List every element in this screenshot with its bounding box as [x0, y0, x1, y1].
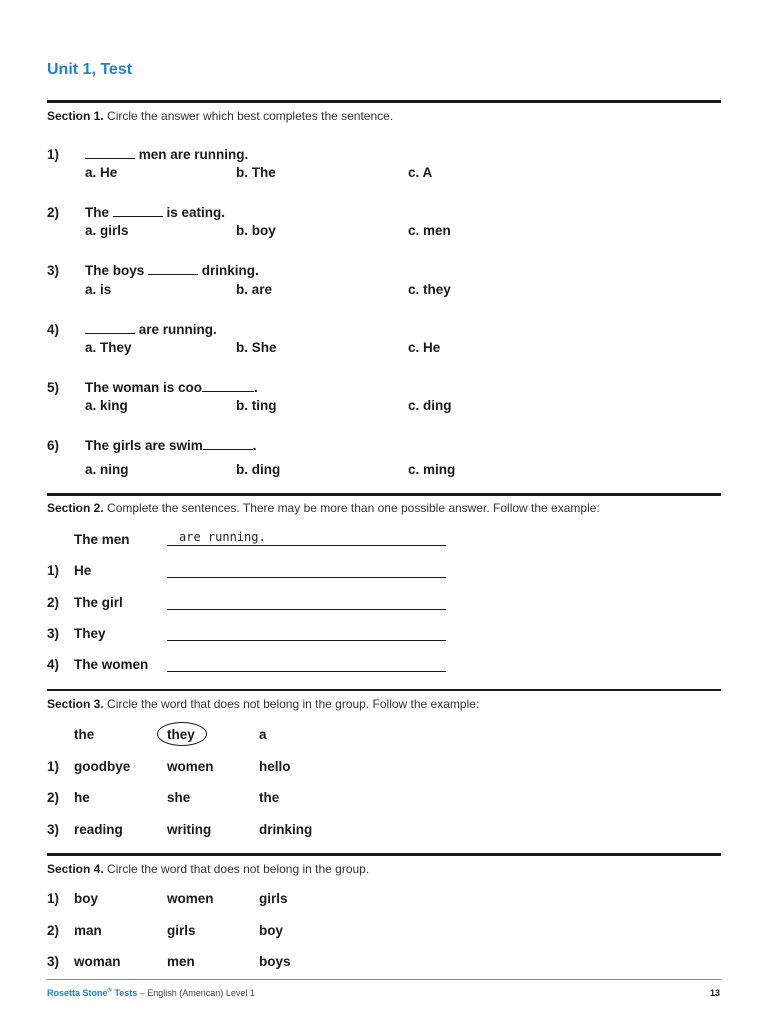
- question-stem: The woman is coo .: [85, 380, 258, 395]
- word-option[interactable]: writing: [167, 822, 212, 837]
- question-stem: The boys drinking.: [85, 263, 259, 278]
- section-instruction: Circle the answer which best completes the sentence.: [103, 109, 394, 123]
- question-stem: The is eating.: [85, 205, 226, 220]
- answer-line[interactable]: [167, 609, 446, 610]
- item-number: 3): [47, 626, 60, 641]
- word-option[interactable]: drinking: [259, 822, 313, 837]
- option-c[interactable]: c. ming: [408, 462, 456, 477]
- answer-circle: [157, 722, 207, 746]
- footer-registered-mark: ®: [107, 988, 112, 994]
- item-number: 2): [47, 923, 60, 938]
- option-b[interactable]: b. The: [236, 165, 276, 180]
- section-instruction: Circle the word that does not belong in the group.: [103, 862, 370, 876]
- section-3-heading: [47, 697, 479, 711]
- option-a[interactable]: a. is: [85, 282, 112, 297]
- section-label: Section 1.: [47, 109, 104, 123]
- option-a[interactable]: a. They: [85, 340, 132, 355]
- item-subject: They: [74, 626, 106, 641]
- answer-blank[interactable]: [202, 380, 254, 392]
- answer-blank[interactable]: [85, 147, 135, 159]
- option-b[interactable]: b. ting: [236, 398, 277, 413]
- divider: [47, 100, 721, 103]
- option-b[interactable]: b. ding: [236, 462, 281, 477]
- option-a[interactable]: a. girls: [85, 223, 129, 238]
- option-b[interactable]: b. boy: [236, 223, 276, 238]
- word-option[interactable]: women: [167, 891, 214, 906]
- footer-brand-tail: Tests: [111, 988, 138, 998]
- item-number: 2): [47, 790, 60, 805]
- divider: [47, 689, 721, 691]
- item-subject: He: [74, 563, 92, 578]
- question-number: 1): [47, 147, 60, 162]
- section-4-heading: [47, 862, 369, 876]
- item-subject: The girl: [74, 595, 123, 610]
- item-subject: The women: [74, 657, 149, 672]
- question-stem: are running.: [85, 322, 217, 337]
- example-word: a: [259, 727, 267, 742]
- example-subject: The men: [74, 532, 130, 547]
- section-1-heading: [47, 109, 393, 123]
- footer-divider: [47, 979, 721, 980]
- item-number: 1): [47, 563, 60, 578]
- divider: [47, 493, 721, 496]
- answer-blank[interactable]: [203, 438, 253, 450]
- item-number: 4): [47, 657, 60, 672]
- answer-blank[interactable]: [113, 205, 163, 217]
- word-option[interactable]: man: [74, 923, 102, 938]
- footer-brand: Rosetta Stone: [47, 988, 108, 998]
- page-title: Unit 1, Test: [47, 61, 133, 78]
- question-number: 2): [47, 205, 60, 220]
- word-option[interactable]: boy: [74, 891, 99, 906]
- word-option[interactable]: girls: [259, 891, 288, 906]
- example-word-circled: they: [167, 727, 195, 742]
- question-stem: The girls are swim .: [85, 438, 257, 453]
- item-number: 3): [47, 954, 60, 969]
- answer-blank[interactable]: [85, 322, 135, 334]
- word-option[interactable]: he: [74, 790, 90, 805]
- word-option[interactable]: woman: [74, 954, 121, 969]
- word-option[interactable]: men: [167, 954, 195, 969]
- example-answer-line: [167, 545, 446, 546]
- word-option[interactable]: goodbye: [74, 759, 131, 774]
- item-number: 1): [47, 759, 60, 774]
- word-option[interactable]: boys: [259, 954, 291, 969]
- word-option[interactable]: women: [167, 759, 214, 774]
- item-number: 3): [47, 822, 60, 837]
- word-option[interactable]: she: [167, 790, 191, 805]
- word-option[interactable]: the: [259, 790, 280, 805]
- answer-line[interactable]: [167, 577, 446, 578]
- option-a[interactable]: a. He: [85, 165, 118, 180]
- section-label: Section 4.: [47, 862, 104, 876]
- question-number: 5): [47, 380, 60, 395]
- item-number: 2): [47, 595, 60, 610]
- section-instruction: Complete the sentences. There may be more than one possible answer. Follow the example:: [103, 501, 600, 515]
- footer-description: – English (American) Level 1: [137, 988, 255, 998]
- option-b[interactable]: b. are: [236, 282, 273, 297]
- option-c[interactable]: c. ding: [408, 398, 452, 413]
- divider: [47, 853, 721, 856]
- section-label: Section 2.: [47, 501, 104, 515]
- item-number: 1): [47, 891, 60, 906]
- option-c[interactable]: c. they: [408, 282, 451, 297]
- answer-line[interactable]: [167, 640, 446, 641]
- question-number: 6): [47, 438, 60, 453]
- word-option[interactable]: girls: [167, 923, 196, 938]
- footer-text: [47, 988, 255, 998]
- option-c[interactable]: c. He: [408, 340, 441, 355]
- section-2-heading: [47, 501, 600, 515]
- example-answer: are running.: [179, 530, 266, 544]
- option-c[interactable]: c. A: [408, 165, 433, 180]
- example-word: the: [74, 727, 95, 742]
- option-c[interactable]: c. men: [408, 223, 451, 238]
- page-number: 13: [710, 988, 721, 998]
- word-option[interactable]: hello: [259, 759, 291, 774]
- section-label: Section 3.: [47, 697, 104, 711]
- question-number: 3): [47, 263, 60, 278]
- option-b[interactable]: b. She: [236, 340, 277, 355]
- section-instruction: Circle the word that does not belong in the group. Follow the example:: [103, 697, 480, 711]
- option-a[interactable]: a. king: [85, 398, 128, 413]
- answer-blank[interactable]: [148, 263, 198, 275]
- answer-line[interactable]: [167, 671, 446, 672]
- question-number: 4): [47, 322, 60, 337]
- question-stem: men are running.: [85, 147, 248, 162]
- word-option[interactable]: reading: [74, 822, 123, 837]
- word-option[interactable]: boy: [259, 923, 284, 938]
- option-a[interactable]: a. ning: [85, 462, 129, 477]
